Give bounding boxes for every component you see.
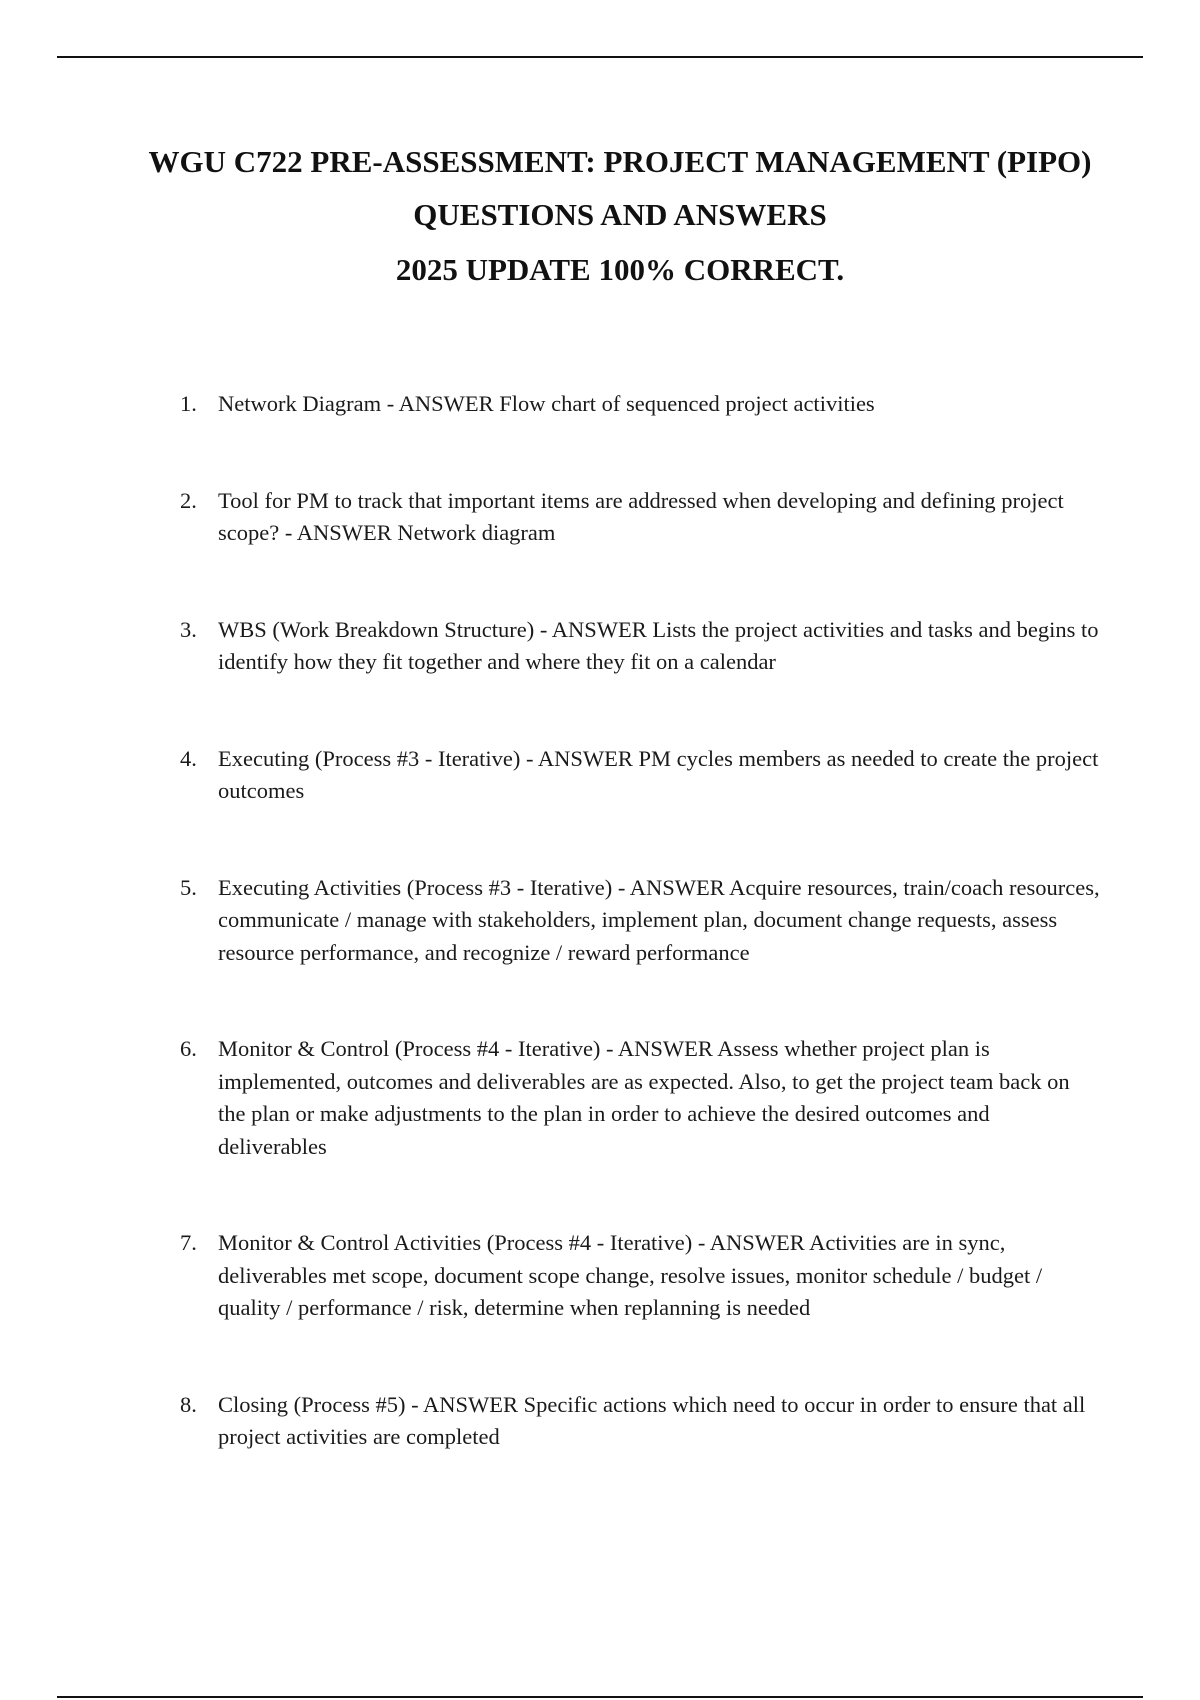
item-text: Monitor & Control Activities (Process #4 - Iterative) - ANSWER Activities are in sync, deliverables met scope, document scope change, resolve issues, monitor schedule / budget / quality / performance / risk, determine when replanning is needed xyxy=(218,1230,1043,1320)
item-number: 4. xyxy=(180,745,197,771)
list-item xyxy=(180,485,1100,550)
item-text: Executing (Process #3 - Iterative) - ANSWER PM cycles members as needed to create the project outcomes xyxy=(218,745,1099,803)
list-item xyxy=(180,872,1100,970)
item-number: 7. xyxy=(180,1230,197,1255)
list-item xyxy=(180,1227,1100,1325)
title-line-1: WGU C722 PRE-ASSESSMENT: PROJECT MANAGEMENT (PIPO) xyxy=(148,144,1092,179)
item-number: 6. xyxy=(180,1036,197,1061)
item-text: Monitor & Control (Process #4 - Iterative) - ANSWER Assess whether project plan is implemented, outcomes and deliverables are as expected. Also, to get the project team back on the plan or make adjustments to the plan in order to achieve the desired outcomes and deliverables xyxy=(218,1036,1070,1159)
item-number: 3. xyxy=(180,616,197,642)
item-text: Network Diagram - ANSWER Flow chart of sequenced project activities xyxy=(218,391,875,416)
list-item xyxy=(180,1033,1100,1163)
item-number: 1. xyxy=(180,391,197,416)
list-item xyxy=(180,1389,1100,1454)
top-rule xyxy=(57,56,1143,58)
item-number: 5. xyxy=(180,874,197,900)
qa-list xyxy=(180,388,1100,1518)
title-line-3: 2025 UPDATE 100% CORRECT. xyxy=(395,252,845,287)
list-item xyxy=(180,614,1100,679)
item-text: Tool for PM to track that important items are addressed when developing and defining project scope? - ANSWER Network diagram xyxy=(218,487,1064,545)
title-line-2: QUESTIONS AND ANSWERS xyxy=(413,197,827,232)
item-number: 8. xyxy=(180,1391,197,1417)
item-number: 2. xyxy=(180,487,197,513)
document-title xyxy=(130,142,1110,289)
list-item xyxy=(180,743,1100,808)
item-text: Closing (Process #5) - ANSWER Specific actions which need to occur in order to ensure that all project activities are completed xyxy=(218,1391,1086,1449)
bottom-rule xyxy=(57,1696,1143,1698)
item-text: WBS (Work Breakdown Structure) - ANSWER Lists the project activities and tasks and begins to identify how they fit together and where they fit on a calendar xyxy=(218,616,1099,674)
item-text: Executing Activities (Process #3 - Iterative) - ANSWER Acquire resources, train/coach resources, communicate / manage with stakeholders, implement plan, document change requests, assess resource performance, and recognize / reward performance xyxy=(218,874,1100,965)
list-item xyxy=(180,388,1100,421)
